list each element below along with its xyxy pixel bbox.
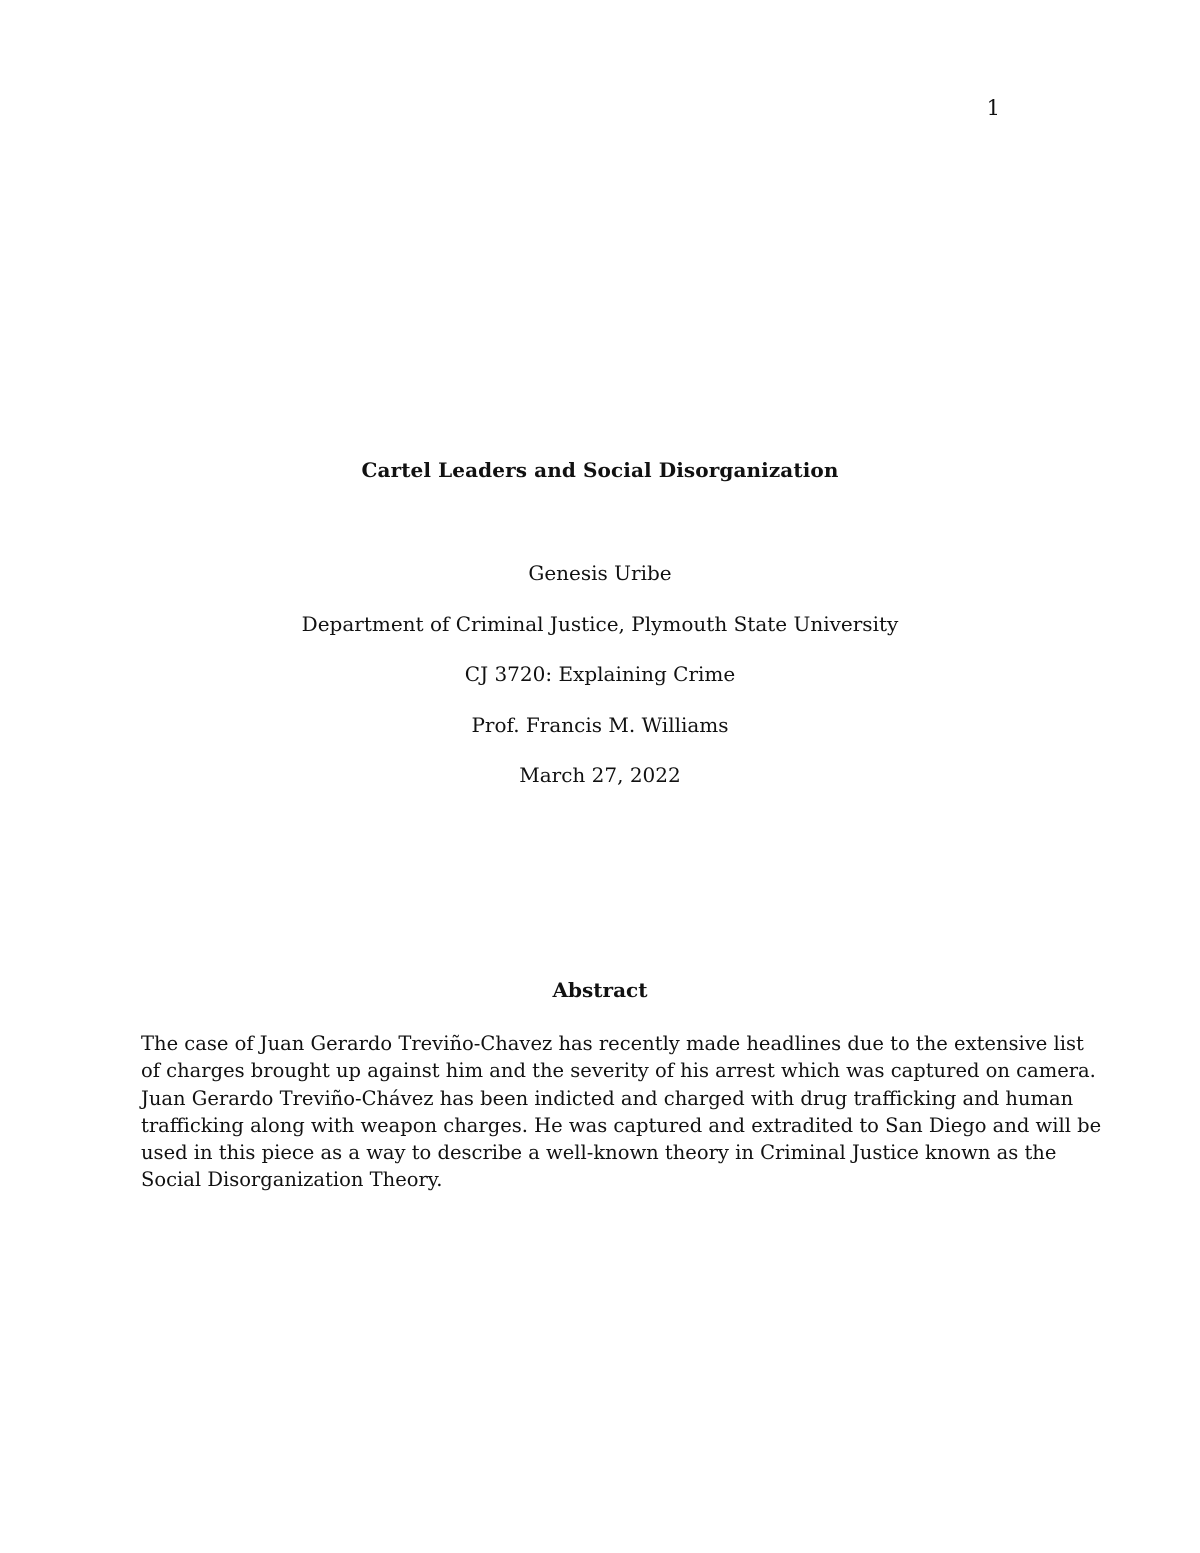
department-affiliation: Department of Criminal Justice, Plymouth State University: [301, 611, 899, 636]
page-number: 1: [986, 96, 1000, 120]
abstract-line: Social Disorganization Theory.: [141, 1168, 443, 1192]
abstract-body: [141, 1030, 1102, 1194]
paper-title: Cartel Leaders and Social Disorganization: [361, 458, 839, 482]
abstract-line: The case of Juan Gerardo Treviño-Chavez has recently made headlines due to the extensive list: [141, 1032, 1084, 1055]
instructor-name: Prof. Francis M. Williams: [471, 712, 729, 737]
abstract-heading: Abstract: [552, 978, 648, 1002]
abstract-line: used in this piece as a way to describe a well-known theory in Criminal Justice known as the: [141, 1141, 1057, 1165]
abstract-line: of charges brought up against him and the severity of his arrest which was captured on camera.: [141, 1059, 1096, 1083]
course-name: CJ 3720: Explaining Crime: [464, 662, 736, 686]
author-name: Genesis Uribe: [528, 561, 672, 585]
author-info: [0, 558, 1200, 811]
abstract-line: Juan Gerardo Treviño-Chávez has been indicted and charged with drug trafficking and human: [141, 1086, 1074, 1110]
title-block: [0, 458, 1200, 482]
abstract-line: trafficking along with weapon charges. He was captured and extradited to San Diego and will be: [141, 1113, 1102, 1137]
submission-date: March 27, 2022: [519, 763, 681, 787]
